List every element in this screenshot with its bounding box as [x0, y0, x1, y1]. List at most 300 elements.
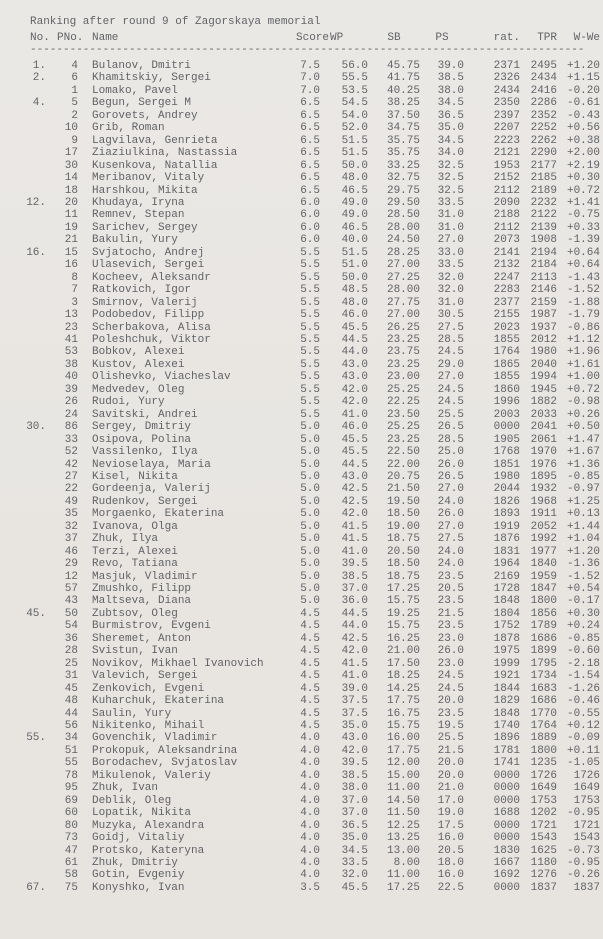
cell-rank [0, 334, 46, 346]
cell-tpr: 1235 [530, 757, 557, 770]
cell-sb: 17.75 [386, 695, 420, 708]
cell-ps: 20.0 [437, 757, 464, 770]
cell-name: Ivanova, Olga [92, 520, 178, 533]
table-row [0, 147, 603, 159]
table-row [0, 483, 603, 495]
cell-wp: 41.0 [341, 545, 368, 558]
cell-ps: 26.5 [437, 421, 464, 434]
cell-ps: 24.5 [437, 670, 464, 683]
cell-rat: 1876 [493, 533, 520, 546]
cell-name: Revo, Tatiana [92, 558, 178, 571]
cell-rank [0, 446, 46, 458]
cell-tpr: 1734 [530, 670, 557, 683]
cell-sb: 23.25 [386, 358, 420, 371]
cell-sb: 18.50 [386, 558, 420, 571]
cell-score: 5.5 [300, 383, 320, 396]
cell-score: 5.0 [300, 558, 320, 571]
table-row [0, 845, 603, 857]
cell-ps: 20.5 [437, 583, 464, 596]
cell-name: Poleshchuk, Viktor [92, 333, 211, 346]
cell-tpr: 1649 [530, 782, 557, 795]
table-row [0, 645, 603, 657]
cell-wwe: +0.50 [566, 421, 600, 434]
cell-wp: 42.5 [341, 632, 368, 645]
cell-score: 6.5 [300, 172, 320, 185]
cell-wwe: -0.43 [566, 109, 600, 122]
cell-sb: 17.25 [386, 881, 420, 894]
cell-pno: 43 [64, 595, 78, 608]
cell-ps: 27.5 [437, 321, 464, 334]
cell-score: 4.5 [300, 707, 320, 720]
column-header-sb: SB [387, 32, 401, 44]
table-row [0, 546, 603, 558]
cell-sb: 45.75 [386, 60, 420, 72]
cell-rank [0, 857, 46, 869]
cell-wp: 40.0 [341, 234, 368, 247]
table-row [0, 97, 603, 109]
cell-score: 4.0 [300, 732, 320, 745]
cell-wp: 37.0 [341, 807, 368, 820]
table-header [0, 31, 603, 45]
cell-rank [0, 757, 46, 769]
cell-sb: 21.00 [386, 645, 420, 658]
cell-rat: 1844 [493, 682, 520, 695]
cell-tpr: 1911 [530, 508, 557, 521]
cell-ps: 36.5 [437, 109, 464, 122]
cell-name: Govenchik, Vladimir [92, 732, 218, 745]
cell-wwe: +0.30 [566, 607, 600, 620]
cell-score: 6.5 [300, 147, 320, 160]
cell-sb: 22.00 [386, 458, 420, 471]
cell-rat: 2283 [493, 284, 520, 297]
cell-rank: 12. [26, 196, 46, 209]
cell-pno: 36 [64, 632, 78, 645]
cell-rat: 0000 [493, 881, 520, 894]
cell-pno: 26 [64, 396, 78, 409]
cell-rat: 2073 [493, 234, 520, 247]
cell-wp: 36.5 [341, 819, 368, 832]
cell-tpr: 1977 [530, 545, 557, 558]
cell-sb: 15.00 [386, 769, 420, 782]
cell-wp: 43.0 [341, 371, 368, 384]
cell-sb: 11.50 [386, 807, 420, 820]
cell-pno: 54 [64, 620, 78, 633]
cell-pno: 18 [64, 184, 78, 197]
cell-pno: 15 [64, 246, 78, 259]
cell-score: 5.0 [300, 508, 320, 521]
cell-sb: 27.00 [386, 309, 420, 322]
cell-ps: 32.5 [437, 159, 464, 172]
cell-ps: 16.0 [437, 869, 464, 882]
cell-tpr: 1800 [530, 744, 557, 757]
cell-wp: 53.5 [341, 84, 368, 97]
cell-score: 5.0 [300, 458, 320, 471]
cell-rank [0, 259, 46, 271]
cell-rank [0, 795, 46, 807]
cell-name: Lagvilava, Genrieta [92, 134, 218, 147]
cell-tpr: 1789 [530, 620, 557, 633]
table-row [0, 832, 603, 844]
cell-rat: 2188 [493, 209, 520, 222]
cell-name: Prokopuk, Aleksandrina [92, 744, 238, 757]
cell-score: 5.5 [300, 358, 320, 371]
table-row [0, 446, 603, 458]
table-row [0, 322, 603, 334]
cell-pno: 16 [64, 259, 78, 272]
cell-rank [0, 371, 46, 383]
cell-rat: 1996 [493, 396, 520, 409]
cell-ps: 21.5 [437, 744, 464, 757]
cell-wp: 54.0 [341, 109, 368, 122]
cell-sb: 18.50 [386, 508, 420, 521]
column-header-score: Score [296, 32, 330, 44]
cell-rat: 1905 [493, 433, 520, 446]
cell-wp: 54.5 [341, 97, 368, 110]
cell-wwe: -0.97 [566, 483, 600, 496]
cell-sb: 17.75 [386, 744, 420, 757]
cell-pno: 1 [71, 84, 78, 97]
cell-wp: 41.5 [341, 657, 368, 670]
cell-name: Protsko, Kateryna [92, 844, 205, 857]
cell-score: 4.5 [300, 632, 320, 645]
cell-rank [0, 147, 46, 159]
cell-pno: 46 [64, 545, 78, 558]
cell-pno: 60 [64, 807, 78, 820]
cell-score: 4.5 [300, 682, 320, 695]
cell-rank [0, 558, 46, 570]
cell-rank [0, 396, 46, 408]
cell-ps: 33.5 [437, 196, 464, 209]
cell-tpr: 1276 [530, 869, 557, 882]
cell-name: Zhuk, Dmitriy [92, 857, 178, 869]
cell-rank [0, 521, 46, 533]
cell-rank [0, 658, 46, 670]
cell-wwe: -0.26 [566, 869, 600, 882]
cell-tpr: 2033 [530, 408, 557, 421]
cell-score: 5.0 [300, 583, 320, 596]
cell-pno: 17 [64, 147, 78, 160]
cell-wwe: -1.54 [566, 670, 600, 683]
cell-tpr: 1987 [530, 309, 557, 322]
table-row [0, 346, 603, 358]
cell-ps: 25.5 [437, 408, 464, 421]
cell-sb: 37.50 [386, 109, 420, 122]
cell-rank [0, 832, 46, 844]
cell-score: 5.5 [300, 371, 320, 384]
cell-sb: 26.25 [386, 321, 420, 334]
cell-rat: 1975 [493, 645, 520, 658]
cell-rank [0, 322, 46, 334]
cell-ps: 30.5 [437, 309, 464, 322]
cell-sb: 27.75 [386, 296, 420, 309]
cell-rat: 2377 [493, 296, 520, 309]
cell-pno: 95 [64, 782, 78, 795]
cell-wp: 44.5 [341, 607, 368, 620]
cell-rat: 0000 [493, 819, 520, 832]
cell-pno: 53 [64, 346, 78, 359]
column-header-tpr: TPR [537, 32, 557, 44]
cell-pno: 29 [64, 558, 78, 571]
cell-wp: 45.5 [341, 446, 368, 459]
cell-pno: 73 [64, 832, 78, 845]
cell-sb: 32.75 [386, 172, 420, 185]
cell-ps: 24.0 [437, 558, 464, 571]
cell-pno: 40 [64, 371, 78, 384]
cell-rat: 1851 [493, 458, 520, 471]
cell-rat: 2434 [493, 84, 520, 97]
cell-rat: 2023 [493, 321, 520, 334]
cell-ps: 31.0 [437, 209, 464, 222]
cell-tpr: 1202 [530, 807, 557, 820]
cell-rat: 1826 [493, 495, 520, 508]
table-row [0, 558, 603, 570]
cell-ps: 24.5 [437, 396, 464, 409]
cell-sb: 28.50 [386, 209, 420, 222]
cell-name: Ziaziulkina, Nastassia [92, 147, 238, 160]
cell-wwe: -1.05 [566, 757, 600, 770]
cell-tpr: 2012 [530, 333, 557, 346]
table-row [0, 72, 603, 84]
cell-pno: 33 [64, 433, 78, 446]
cell-name: Deblik, Oleg [92, 794, 172, 807]
cell-pno: 86 [64, 421, 78, 434]
cell-tpr: 2352 [530, 109, 557, 122]
cell-rank [0, 620, 46, 632]
cell-sb: 19.25 [386, 607, 420, 620]
cell-pno: 50 [64, 607, 78, 620]
cell-score: 4.0 [300, 744, 320, 757]
cell-name: Morgaenko, Ekaterina [92, 508, 225, 521]
cell-wwe: +0.13 [566, 508, 600, 521]
cell-wwe: +0.24 [566, 620, 600, 633]
cell-pno: 27 [64, 470, 78, 483]
cell-name: Nevioselaya, Maria [92, 458, 211, 471]
cell-wwe: -1.79 [566, 309, 600, 322]
cell-sb: 23.00 [386, 371, 420, 384]
cell-wwe: +0.30 [566, 172, 600, 185]
cell-tpr: 1895 [530, 470, 557, 483]
cell-wwe: +1.15 [566, 72, 600, 85]
cell-tpr: 1795 [530, 657, 557, 670]
cell-pno: 11 [64, 209, 78, 222]
cell-rat: 1893 [493, 508, 520, 521]
cell-sb: 27.00 [386, 259, 420, 272]
cell-rank [0, 471, 46, 483]
cell-rank: 55. [26, 732, 46, 745]
cell-ps: 38.5 [437, 72, 464, 85]
cell-wp: 44.0 [341, 346, 368, 359]
cell-wwe: 1721 [573, 819, 600, 832]
cell-wwe: 1837 [573, 881, 600, 894]
cell-rat: 0000 [493, 421, 520, 434]
cell-rank [0, 845, 46, 857]
cell-wp: 56.0 [341, 60, 368, 72]
cell-sb: 21.50 [386, 483, 420, 496]
cell-wp: 42.0 [341, 744, 368, 757]
cell-name: Medvedev, Oleg [92, 383, 185, 396]
cell-name: Scherbakova, Alisa [92, 321, 211, 334]
cell-score: 6.5 [300, 184, 320, 197]
cell-rat: 1830 [493, 844, 520, 857]
cell-name: Zmushko, Filipp [92, 583, 192, 596]
cell-tpr: 2189 [530, 184, 557, 197]
cell-rank [0, 695, 46, 707]
cell-pno: 23 [64, 321, 78, 334]
cell-tpr: 1726 [530, 769, 557, 782]
cell-wp: 42.0 [341, 508, 368, 521]
cell-tpr: 1976 [530, 458, 557, 471]
cell-ps: 20.5 [437, 844, 464, 857]
cell-tpr: 1683 [530, 682, 557, 695]
cell-wwe: +1.96 [566, 346, 600, 359]
cell-wp: 38.5 [341, 570, 368, 583]
cell-ps: 24.5 [437, 346, 464, 359]
table-row [0, 459, 603, 471]
table-row [0, 869, 603, 881]
cell-wwe: -0.46 [566, 695, 600, 708]
cell-name: Remnev, Stepan [92, 209, 185, 222]
cell-score: 4.5 [300, 670, 320, 683]
cell-wp: 51.0 [341, 259, 368, 272]
cell-score: 4.0 [300, 782, 320, 795]
cell-sb: 34.75 [386, 122, 420, 135]
cell-wwe: -0.86 [566, 321, 600, 334]
cell-rank [0, 869, 46, 881]
cell-rat: 1919 [493, 520, 520, 533]
table-row [0, 571, 603, 583]
cell-rank [0, 122, 46, 134]
table-row [0, 757, 603, 769]
cell-name: Zubtsov, Oleg [92, 607, 178, 620]
cell-rat: 1896 [493, 732, 520, 745]
cell-pno: 5 [71, 97, 78, 110]
cell-rank [0, 309, 46, 321]
cell-wp: 46.5 [341, 221, 368, 234]
table-row [0, 60, 603, 72]
cell-score: 5.5 [300, 246, 320, 259]
table-row [0, 160, 603, 172]
cell-name: Gorovets, Andrey [92, 109, 198, 122]
cell-rank [0, 645, 46, 657]
cell-rank [0, 770, 46, 782]
cell-rat: 1804 [493, 607, 520, 620]
cell-wp: 37.5 [341, 695, 368, 708]
cell-tpr: 1945 [530, 383, 557, 396]
cell-ps: 26.5 [437, 470, 464, 483]
cell-wp: 41.0 [341, 670, 368, 683]
cell-wp: 42.0 [341, 645, 368, 658]
cell-rat: 2397 [493, 109, 520, 122]
cell-ps: 19.0 [437, 807, 464, 820]
cell-name: Gotin, Evgeniy [92, 869, 185, 882]
cell-ps: 28.5 [437, 433, 464, 446]
column-header-rat: rat. [493, 32, 520, 44]
cell-tpr: 2434 [530, 72, 557, 85]
cell-tpr: 1721 [530, 819, 557, 832]
cell-score: 5.5 [300, 296, 320, 309]
cell-tpr: 2232 [530, 196, 557, 209]
cell-tpr: 2122 [530, 209, 557, 222]
cell-rank: 45. [26, 607, 46, 620]
cell-wwe: +1.04 [566, 533, 600, 546]
cell-rank [0, 720, 46, 732]
table-body [0, 60, 603, 894]
cell-tpr: 1686 [530, 695, 557, 708]
cell-score: 7.5 [300, 60, 320, 72]
cell-rat: 1865 [493, 358, 520, 371]
cell-sb: 23.25 [386, 433, 420, 446]
cell-rank [0, 496, 46, 508]
cell-sb: 13.25 [386, 832, 420, 845]
cell-wp: 41.0 [341, 408, 368, 421]
cell-tpr: 1764 [530, 720, 557, 733]
cell-ps: 23.5 [437, 620, 464, 633]
cell-ps: 28.5 [437, 333, 464, 346]
cell-sb: 8.00 [393, 857, 420, 869]
cell-score: 5.5 [300, 259, 320, 272]
cell-pno: 7 [71, 284, 78, 297]
cell-rat: 1855 [493, 371, 520, 384]
cell-wwe: 1726 [573, 769, 600, 782]
table-row [0, 172, 603, 184]
cell-wp: 42.0 [341, 396, 368, 409]
cell-rat: 2247 [493, 271, 520, 284]
cell-name: Borodachev, Svjatoslav [92, 757, 238, 770]
cell-sb: 11.00 [386, 782, 420, 795]
cell-rank [0, 459, 46, 471]
cell-wwe: +0.72 [566, 383, 600, 396]
cell-ps: 35.0 [437, 122, 464, 135]
cell-score: 4.5 [300, 620, 320, 633]
cell-score: 5.0 [300, 483, 320, 496]
cell-rat: 2223 [493, 134, 520, 147]
cell-sb: 19.50 [386, 495, 420, 508]
cell-name: Kusenkova, Natallia [92, 159, 218, 172]
cell-pno: 37 [64, 533, 78, 546]
cell-rat: 1855 [493, 333, 520, 346]
cell-wp: 34.5 [341, 844, 368, 857]
table-row [0, 857, 603, 869]
cell-wwe: +1.61 [566, 358, 600, 371]
cell-ps: 33.0 [437, 246, 464, 259]
cell-rat: 1740 [493, 720, 520, 733]
cell-ps: 27.0 [437, 483, 464, 496]
cell-name: Lopatik, Nikita [92, 807, 192, 820]
cell-ps: 32.0 [437, 271, 464, 284]
cell-wp: 44.5 [341, 333, 368, 346]
cell-pno: 4 [71, 60, 78, 72]
cell-pno: 58 [64, 869, 78, 882]
cell-ps: 27.0 [437, 371, 464, 384]
cell-wp: 44.5 [341, 458, 368, 471]
cell-pno: 55 [64, 757, 78, 770]
table-row [0, 595, 603, 607]
cell-wwe: +0.56 [566, 122, 600, 135]
column-header-wp: WP [330, 32, 344, 44]
cell-wp: 39.0 [341, 682, 368, 695]
cell-rat: 2350 [493, 97, 520, 110]
cell-score: 4.0 [300, 794, 320, 807]
cell-tpr: 1543 [530, 832, 557, 845]
table-row [0, 421, 603, 433]
cell-pno: 2 [71, 109, 78, 122]
cell-pno: 51 [64, 744, 78, 757]
cell-tpr: 1980 [530, 346, 557, 359]
cell-wwe: 1543 [573, 832, 600, 845]
cell-wp: 50.0 [341, 159, 368, 172]
cell-sb: 29.50 [386, 196, 420, 209]
cell-pno: 31 [64, 670, 78, 683]
